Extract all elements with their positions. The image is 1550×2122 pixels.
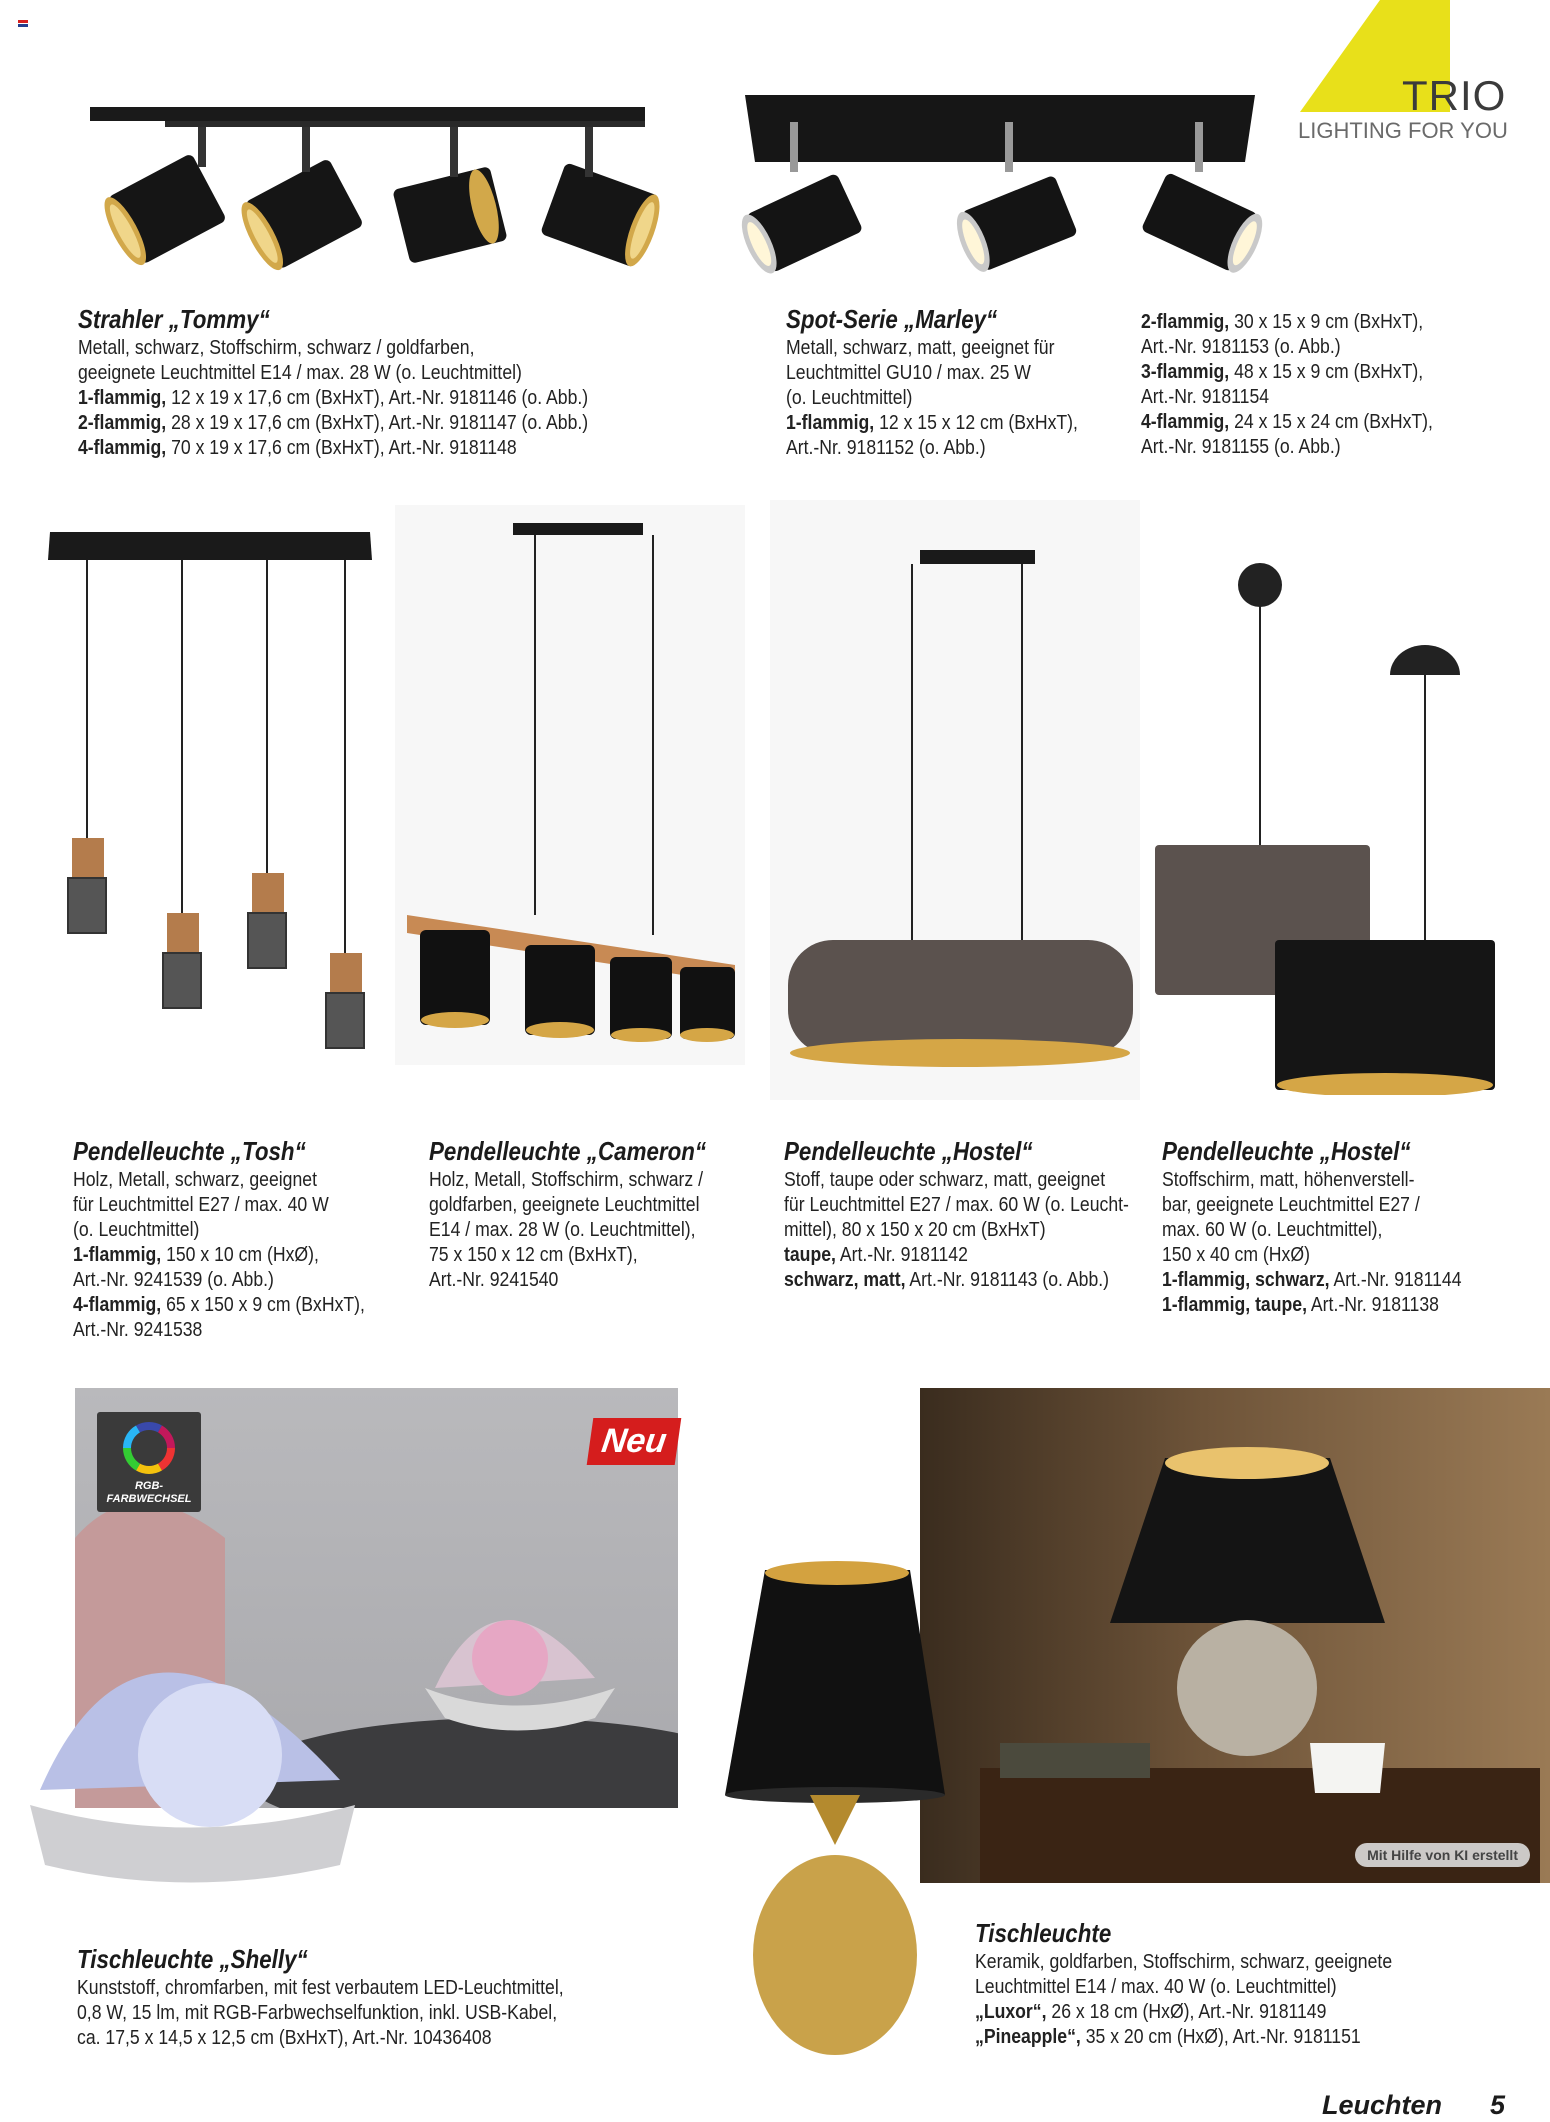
hostel-round-product-image xyxy=(1150,555,1510,1095)
tommy-line: Metall, schwarz, Stoffschirm, schwarz / goldfarben, xyxy=(78,336,475,359)
trio-logo xyxy=(1280,0,1520,150)
shelly-line: 0,8 W, 15 lm, mit RGB-Farbwechselfunktion, inkl. USB-Kabel, xyxy=(77,2001,558,2024)
hostel-round-description xyxy=(1162,1135,1462,1317)
hostel-round-line: bar, geeignete Leuchtmittel E27 / xyxy=(1162,1193,1420,1216)
tommy-product-image xyxy=(70,95,670,295)
table-lamp-line: „Pineapple“, 35 x 20 cm (HxØ), Art.-Nr. 9181151 xyxy=(975,2025,1361,2048)
tosh-line: Holz, Metall, schwarz, geeignet xyxy=(73,1168,317,1191)
table-lamp-line: „Luxor“, 26 x 18 cm (HxØ), Art.-Nr. 9181149 xyxy=(975,2000,1327,2023)
tosh-product-image xyxy=(40,520,380,1070)
cameron-line: Holz, Metall, Stoffschirm, schwarz / xyxy=(429,1168,703,1191)
marley-variant: 2-flammig, 30 x 15 x 9 cm (BxHxT), xyxy=(1141,310,1424,333)
tosh-description xyxy=(73,1135,365,1342)
marley-variant: 4-flammig, 24 x 15 x 24 cm (BxHxT), xyxy=(1141,410,1433,433)
tosh-line: für Leuchtmittel E27 / max. 40 W xyxy=(73,1193,329,1216)
hostel-round-line: 150 x 40 cm (HxØ) xyxy=(1162,1243,1310,1266)
tosh-line: (o. Leuchtmittel) xyxy=(73,1218,200,1241)
pineapple-lamp-product-image xyxy=(700,1555,950,2060)
rgb-badge-label: FARBWECHSEL xyxy=(106,1493,192,1505)
new-badge: Neu xyxy=(587,1418,682,1465)
hostel-oval-line: für Leuchtmittel E27 / max. 60 W (o. Leucht- xyxy=(784,1193,1129,1216)
hostel-oval-line: schwarz, matt, Art.-Nr. 9181143 (o. Abb.) xyxy=(784,1268,1110,1291)
tommy-title: Strahler „Tommy“ xyxy=(78,304,270,334)
language-flag-icon xyxy=(18,20,28,27)
cameron-title: Pendelleuchte „Cameron“ xyxy=(429,1136,707,1166)
footer-section-label: Leuchten xyxy=(1322,2090,1443,2120)
table-lamp-title: Tischleuchte xyxy=(975,1918,1112,1948)
hostel-round-line: Stoffschirm, matt, höhenverstell- xyxy=(1162,1168,1415,1191)
marley-variant: 1-flammig, 12 x 15 x 12 cm (BxHxT), xyxy=(786,411,1078,434)
hostel-round-line: 1-flammig, schwarz, Art.-Nr. 9181144 xyxy=(1162,1268,1462,1291)
shelly-product-image xyxy=(20,1600,360,1900)
marley-title: Spot-Serie „Marley“ xyxy=(786,304,998,334)
marley-variant: Art.-Nr. 9181155 (o. Abb.) xyxy=(1141,435,1341,458)
table-lamp-scene-photo xyxy=(920,1388,1550,1883)
hostel-round-line: max. 60 W (o. Leuchtmittel), xyxy=(1162,1218,1383,1241)
shelly-description xyxy=(77,1943,564,2050)
rgb-color-wheel-icon xyxy=(121,1420,177,1476)
hostel-oval-description xyxy=(784,1135,1129,1292)
brand-name: TRIO xyxy=(1402,72,1507,119)
tommy-line: geeignete Leuchtmittel E14 / max. 28 W (o. Leuchtmittel) xyxy=(78,361,522,384)
hostel-round-line: 1-flammig, taupe, Art.-Nr. 9181138 xyxy=(1162,1293,1439,1316)
hostel-oval-product-image xyxy=(770,500,1140,1100)
marley-description xyxy=(786,303,1078,460)
tosh-line: 4-flammig, 65 x 150 x 9 cm (BxHxT), xyxy=(73,1293,365,1316)
table-lamp-description xyxy=(975,1917,1392,2049)
tosh-line: 1-flammig, 150 x 10 cm (HxØ), xyxy=(73,1243,319,1266)
marley-line: (o. Leuchtmittel) xyxy=(786,386,913,409)
cameron-description xyxy=(429,1135,706,1292)
cameron-line: goldfarben, geeignete Leuchtmittel xyxy=(429,1193,700,1216)
ai-generated-note: Mit Hilfe von KI erstellt xyxy=(1355,1843,1530,1867)
marley-variant: Art.-Nr. 9181154 xyxy=(1141,385,1270,408)
tosh-line: Art.-Nr. 9241538 xyxy=(73,1318,203,1341)
marley-line: Leuchtmittel GU10 / max. 25 W xyxy=(786,361,1031,384)
shelly-line: ca. 17,5 x 14,5 x 12,5 cm (BxHxT), Art.-Nr. 10436408 xyxy=(77,2026,492,2049)
shelly-title: Tischleuchte „Shelly“ xyxy=(77,1944,308,1974)
table-lamp-line: Keramik, goldfarben, Stoffschirm, schwarz, geeignete xyxy=(975,1950,1393,1973)
rgb-farbwechsel-badge xyxy=(97,1412,201,1512)
hostel-oval-title: Pendelleuchte „Hostel“ xyxy=(784,1136,1033,1166)
hostel-oval-line: taupe, Art.-Nr. 9181142 xyxy=(784,1243,968,1266)
marley-variants xyxy=(1141,309,1433,459)
tommy-variant: 4-flammig, 70 x 19 x 17,6 cm (BxHxT), Art.-Nr. 9181148 xyxy=(78,436,517,459)
cameron-line: Art.-Nr. 9241540 xyxy=(429,1268,559,1291)
tommy-description xyxy=(78,303,588,460)
cameron-line: E14 / max. 28 W (o. Leuchtmittel), xyxy=(429,1218,696,1241)
shelly-line: Kunststoff, chromfarben, mit fest verbautem LED-Leuchtmittel, xyxy=(77,1976,564,1999)
page-number: 5 xyxy=(1490,2090,1506,2120)
tommy-variant: 2-flammig, 28 x 19 x 17,6 cm (BxHxT), Art.-Nr. 9181147 (o. Abb.) xyxy=(78,411,589,434)
marley-variant: Art.-Nr. 9181152 (o. Abb.) xyxy=(786,436,986,459)
marley-product-image xyxy=(725,90,1270,290)
tommy-variant: 1-flammig, 12 x 19 x 17,6 cm (BxHxT), Art.-Nr. 9181146 (o. Abb.) xyxy=(78,386,589,409)
tosh-title: Pendelleuchte „Tosh“ xyxy=(73,1136,306,1166)
rgb-badge-label: RGB- xyxy=(134,1480,164,1492)
tosh-line: Art.-Nr. 9241539 (o. Abb.) xyxy=(73,1268,274,1291)
brand-tagline: LIGHTING FOR YOU xyxy=(1298,118,1508,143)
marley-variant: Art.-Nr. 9181153 (o. Abb.) xyxy=(1141,335,1341,358)
hostel-round-title: Pendelleuchte „Hostel“ xyxy=(1162,1136,1411,1166)
table-lamp-line: Leuchtmittel E14 / max. 40 W (o. Leuchtmittel) xyxy=(975,1975,1337,1998)
cameron-line: 75 x 150 x 12 cm (BxHxT), xyxy=(429,1243,638,1266)
cameron-product-image xyxy=(395,505,745,1065)
hostel-oval-line: Stoff, taupe oder schwarz, matt, geeignet xyxy=(784,1168,1106,1191)
marley-variant: 3-flammig, 48 x 15 x 9 cm (BxHxT), xyxy=(1141,360,1424,383)
marley-line: Metall, schwarz, matt, geeignet für xyxy=(786,336,1055,359)
hostel-oval-line: mittel), 80 x 150 x 20 cm (BxHxT) xyxy=(784,1218,1046,1241)
